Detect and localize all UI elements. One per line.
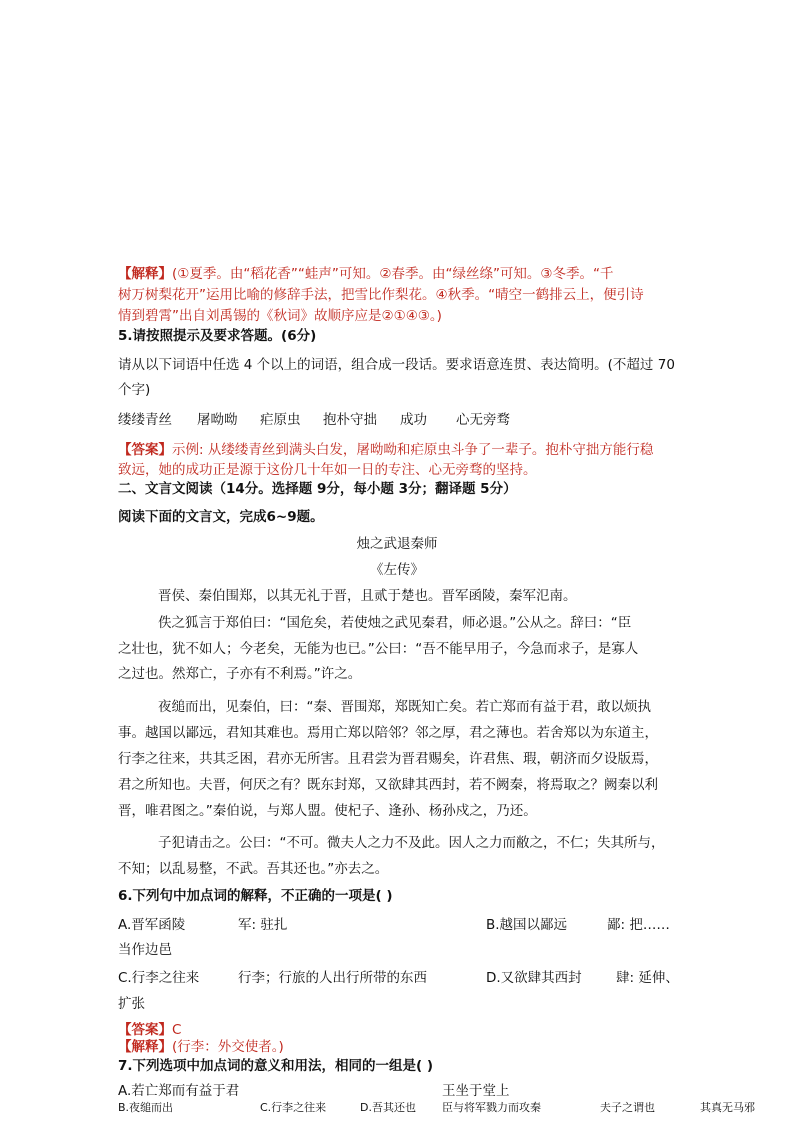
passage-p2-line-3: 之过也。然郑亡，子亦有不利焉。”许之。	[118, 666, 362, 682]
explain-tag: 【解释】	[118, 1039, 172, 1055]
passage-p3-line-2: 事。越国以鄙远，君知其难也。焉用亡郑以陪邻？邻之厚，君之薄也。若舍郑以为东道主，	[118, 725, 658, 741]
explain-text: (①夏季。由“稻花香”“蛙声”可知。②春季。由“绿丝绦”可知。③冬季。“千	[172, 266, 614, 282]
q6-option-b-def: 鄙: 把……	[607, 917, 670, 933]
q5-answer-line-2: 致远，她的成功正是源于这份几十年如一日的专注、心无旁骛的坚持。	[118, 462, 537, 478]
section-2-instruction: 阅读下面的文言文，完成6~9题。	[118, 509, 324, 525]
q5-title: 5.请按照提示及要求答题。(6分)	[118, 328, 317, 344]
q6-option-d-def: 肆: 延伸、	[616, 970, 679, 986]
answer-tag: 【答案】	[118, 442, 172, 458]
passage-title: 烛之武退秦师	[356, 536, 438, 552]
q6-option-d: D.又欲肆其西封	[486, 970, 582, 986]
q5-answer-line-1	[118, 440, 653, 460]
answer-text: C	[172, 1022, 182, 1038]
q7-option-d: D.吾其还也	[360, 1101, 416, 1114]
q6-option-a: A.晋军函陵	[118, 917, 186, 933]
answer-tag: 【答案】	[118, 1022, 172, 1038]
word-6: 心无旁骛	[456, 412, 510, 428]
q7-option-c: C.行李之往来	[260, 1101, 327, 1114]
explain-tag: 【解释】	[118, 266, 172, 282]
passage-p3-line-1: 夜缒而出，见秦伯，曰：“秦、晋围郑，郑既知亡矣。若亡郑而有益于君，敢以烦执	[158, 699, 651, 715]
q7-option-d-compare: 其真无马邪	[700, 1101, 755, 1114]
word-3: 疟原虫	[260, 412, 301, 428]
passage-p1: 晋侯、秦伯围郑，以其无礼于晋，且贰于楚也。晋军函陵，秦军氾南。	[158, 588, 577, 604]
q7-title: 7.下列选项中加点词的意义和用法，相同的一组是( )	[118, 1058, 434, 1074]
passage-p3-line-4: 君之所知也。夫晋，何厌之有？既东封郑，又欲肆其西封，若不阙秦，将焉取之？阙秦以利	[118, 777, 658, 793]
word-1: 缕缕青丝	[118, 412, 172, 428]
explain-text: (行李：外交使者。)	[172, 1039, 284, 1055]
q4-explain-line-1	[118, 264, 614, 284]
passage-source: 《左传》	[370, 562, 424, 578]
word-5: 成功	[400, 412, 427, 428]
q6-option-d-def-cont: 扩张	[118, 996, 145, 1012]
q6-option-c-def: 行李；行旅的人出行所带的东西	[238, 970, 427, 986]
q6-explain	[118, 1037, 284, 1057]
q4-explain-line-3: 情到碧霄”出自刘禹锡的《秋词》故顺序应是②①④③。)	[118, 308, 442, 324]
q6-option-b-def-cont: 当作边邑	[118, 942, 172, 958]
q4-explain-line-2: 树万树梨花开”运用比喻的修辞手法，把雪比作梨花。④秋季。“晴空一鹤排云上，便引诗	[118, 287, 644, 303]
q6-option-b: B.越国以鄙远	[486, 917, 568, 933]
passage-p3-line-5: 晋，唯君图之。”秦伯说，与郑人盟。使杞子、逢孙、杨孙戍之，乃还。	[118, 803, 537, 819]
q7-option-a-compare: 王坐于堂上	[442, 1083, 510, 1099]
word-2: 屠呦呦	[197, 412, 238, 428]
answer-text: 示例: 从缕缕青丝到满头白发，屠呦呦和疟原虫斗争了一辈子。抱朴守拙方能行稳	[172, 442, 654, 458]
q5-prompt-line-1: 请从以下词语中任选 4 个以上的词语，组合成一段话。要求语意连贯、表达简明。(不超过 70	[118, 357, 675, 373]
passage-p3-line-3: 行李之往来，共其乏困，君亦无所害。且君尝为晋君赐矣，许君焦、瑕，朝济而夕设版焉，	[118, 751, 658, 767]
q5-prompt-line-2: 个字)	[118, 382, 151, 398]
passage-p2-line-1: 佚之狐言于郑伯曰：“国危矣，若使烛之武见秦君，师必退。”公从之。辞曰：“臣	[158, 615, 632, 631]
section-2-title: 二、文言文阅读（14分。选择题 9分，每小题 3分；翻译题 5分）	[118, 481, 517, 497]
passage-p4-line-1: 子犯请击之。公曰：“不可。微夫人之力不及此。因人之力而敝之，不仁；失其所与，	[158, 835, 665, 851]
q6-title: 6.下列句中加点词的解释，不正确的一项是( )	[118, 888, 393, 904]
q7-option-b-compare: 臣与将军戮力而攻秦	[442, 1101, 541, 1114]
passage-p2-line-2: 之壮也，犹不如人；今老矣，无能为也已。”公曰：“吾不能早用子，今急而求子，是寡人	[118, 641, 639, 657]
q6-option-c: C.行李之往来	[118, 970, 200, 986]
passage-p4-line-2: 不知；以乱易整，不武。吾其还也。”亦去之。	[118, 861, 389, 877]
word-4: 抱朴守拙	[323, 412, 377, 428]
q7-option-a: A.若亡郑而有益于君	[118, 1083, 240, 1099]
q7-option-c-compare: 夫子之谓也	[600, 1101, 655, 1114]
q7-option-b: B.夜缒而出	[118, 1101, 174, 1114]
q6-option-a-def: 军: 驻扎	[238, 917, 288, 933]
